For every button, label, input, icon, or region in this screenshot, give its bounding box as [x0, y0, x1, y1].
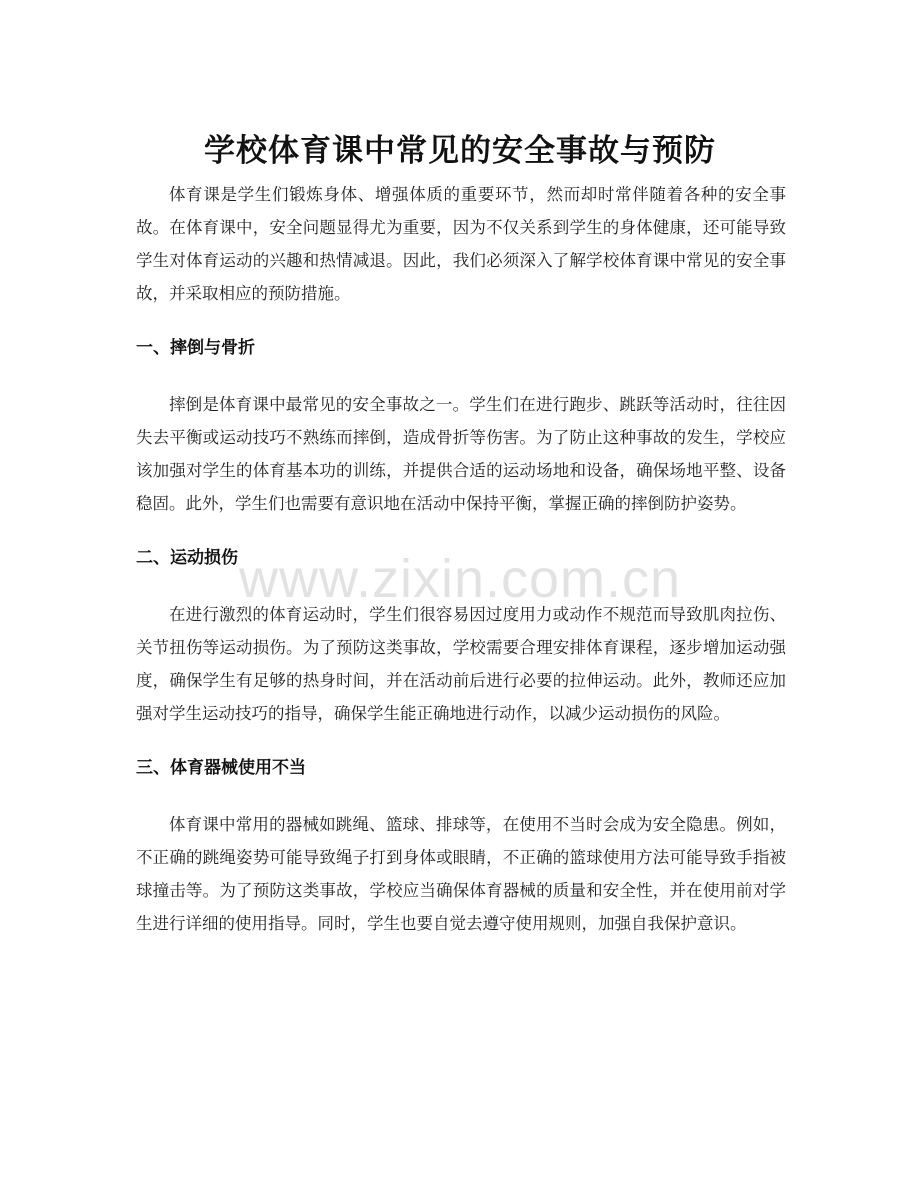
document-body: [136, 178, 786, 940]
section-paragraph-equipment-misuse: 体育课中常用的器械如跳绳、篮球、排球等，在使用不当时会成为安全隐患。例如，不正确的跳绳姿势可能导致绳子打到身体或眼睛，不正确的篮球使用方法可能导致手指被球撞击等。为了预防这类事故，学校应当确保体育器械的质量和安全性，并在使用前对学生进行详细的使用指导。同时，学生也要自觉去遵守使用规则，加强自我保护意识。: [136, 815, 786, 933]
page-title: 学校体育课中常见的安全事故与预防: [204, 132, 716, 169]
intro-paragraph: 体育课是学生们锻炼身体、增强体质的重要环节，然而却时常伴随着各种的安全事故。在体育课中，安全问题显得尤为重要，因为不仅关系到学生的身体健康，还可能导致学生对体育运动的兴趣和热情减退。因此，我们必须深入了解学校体育课中常见的安全事故，并采取相应的预防措施。: [136, 185, 786, 303]
section-heading-equipment-misuse: 三、体育器械使用不当: [136, 758, 306, 778]
watermark: www.zixin.com.cn: [238, 549, 682, 609]
section-heading-sports-injury: 二、运动损伤: [136, 548, 238, 568]
section-paragraph-sports-injury: 在进行激烈的体育运动时，学生们很容易因过度用力或动作不规范而导致肌肉拉伤、关节扭伤等运动损伤。为了预防这类事故，学校需要合理安排体育课程，逐步增加运动强度，确保学生有足够的热身时间，并在活动前后进行必要的拉伸运动。此外，教师还应加强对学生运动技巧的指导，确保学生能正确地进行动作，以减少运动损伤的风险。: [136, 605, 786, 723]
section-heading-falls-fractures: 一、摔倒与骨折: [136, 338, 255, 358]
section-paragraph-falls-fractures: 摔倒是体育课中最常见的安全事故之一。学生们在进行跑步、跳跃等活动时，往往因失去平衡或运动技巧不熟练而摔倒，造成骨折等伤害。为了防止这种事故的发生，学校应该加强对学生的体育基本功的训练，并提供合适的运动场地和设备，确保场地平整、设备稳固。此外，学生们也需要有意识地在活动中保持平衡，掌握正确的摔倒防护姿势。: [136, 395, 786, 513]
